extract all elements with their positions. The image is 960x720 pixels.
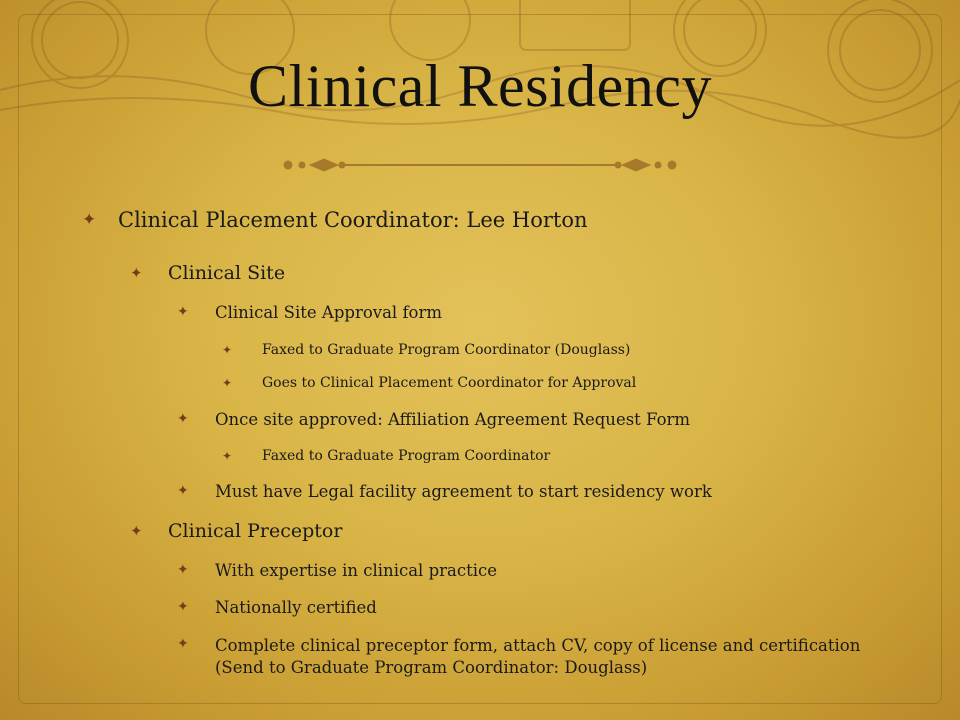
four-pointed-star-icon: ✦ [177,483,189,499]
bullet-text: Once site approved: Affiliation Agreement Request Form [215,410,691,429]
four-pointed-star-icon: ✦ [82,210,97,230]
bullet-text: Faxed to Graduate Program Coordinator [262,448,551,464]
bullet-item [177,482,712,501]
bullet-item [177,410,690,429]
bullet-text: Clinical Placement Coordinator: Lee Horton [118,208,588,232]
four-pointed-star-icon: ✦ [222,376,233,390]
four-pointed-star-icon: ✦ [177,562,189,578]
slide-title: Clinical Residency [248,53,712,119]
bullet-item [130,520,342,542]
bullet-item [177,598,377,617]
bullet-item [82,208,588,232]
bullet-item [222,375,636,391]
four-pointed-star-icon: ✦ [222,343,233,357]
bullet-item [222,448,550,464]
four-pointed-star-icon: ✦ [177,411,189,427]
four-pointed-star-icon: ✦ [177,636,189,652]
bullet-item [177,561,497,580]
bullet-item [130,262,285,284]
bullet-text: Must have Legal facility agreement to start residency work [215,482,712,501]
bullet-text: With expertise in clinical practice [215,561,498,580]
bullet-text: Goes to Clinical Placement Coordinator for Approval [262,375,637,391]
bullet-text: Clinical Site [168,262,286,284]
bullet-item [222,342,630,358]
four-pointed-star-icon: ✦ [177,304,189,320]
bullet-text: Faxed to Graduate Program Coordinator (Douglass) [262,342,631,358]
four-pointed-star-icon: ✦ [177,599,189,615]
four-pointed-star-icon: ✦ [130,264,143,282]
title-divider-ornament [280,150,680,180]
bullet-text: Clinical Preceptor [168,520,343,542]
bullet-text: Clinical Site Approval form [215,303,443,322]
bullet-text: Complete clinical preceptor form, attach CV, copy of license and certification (Send to Graduate Program Coordinator: Douglass) [215,636,861,677]
four-pointed-star-icon: ✦ [222,449,233,463]
bullet-text: Nationally certified [215,598,377,617]
bullet-item [177,303,442,322]
bullet-item [177,635,875,679]
four-pointed-star-icon: ✦ [130,522,143,540]
